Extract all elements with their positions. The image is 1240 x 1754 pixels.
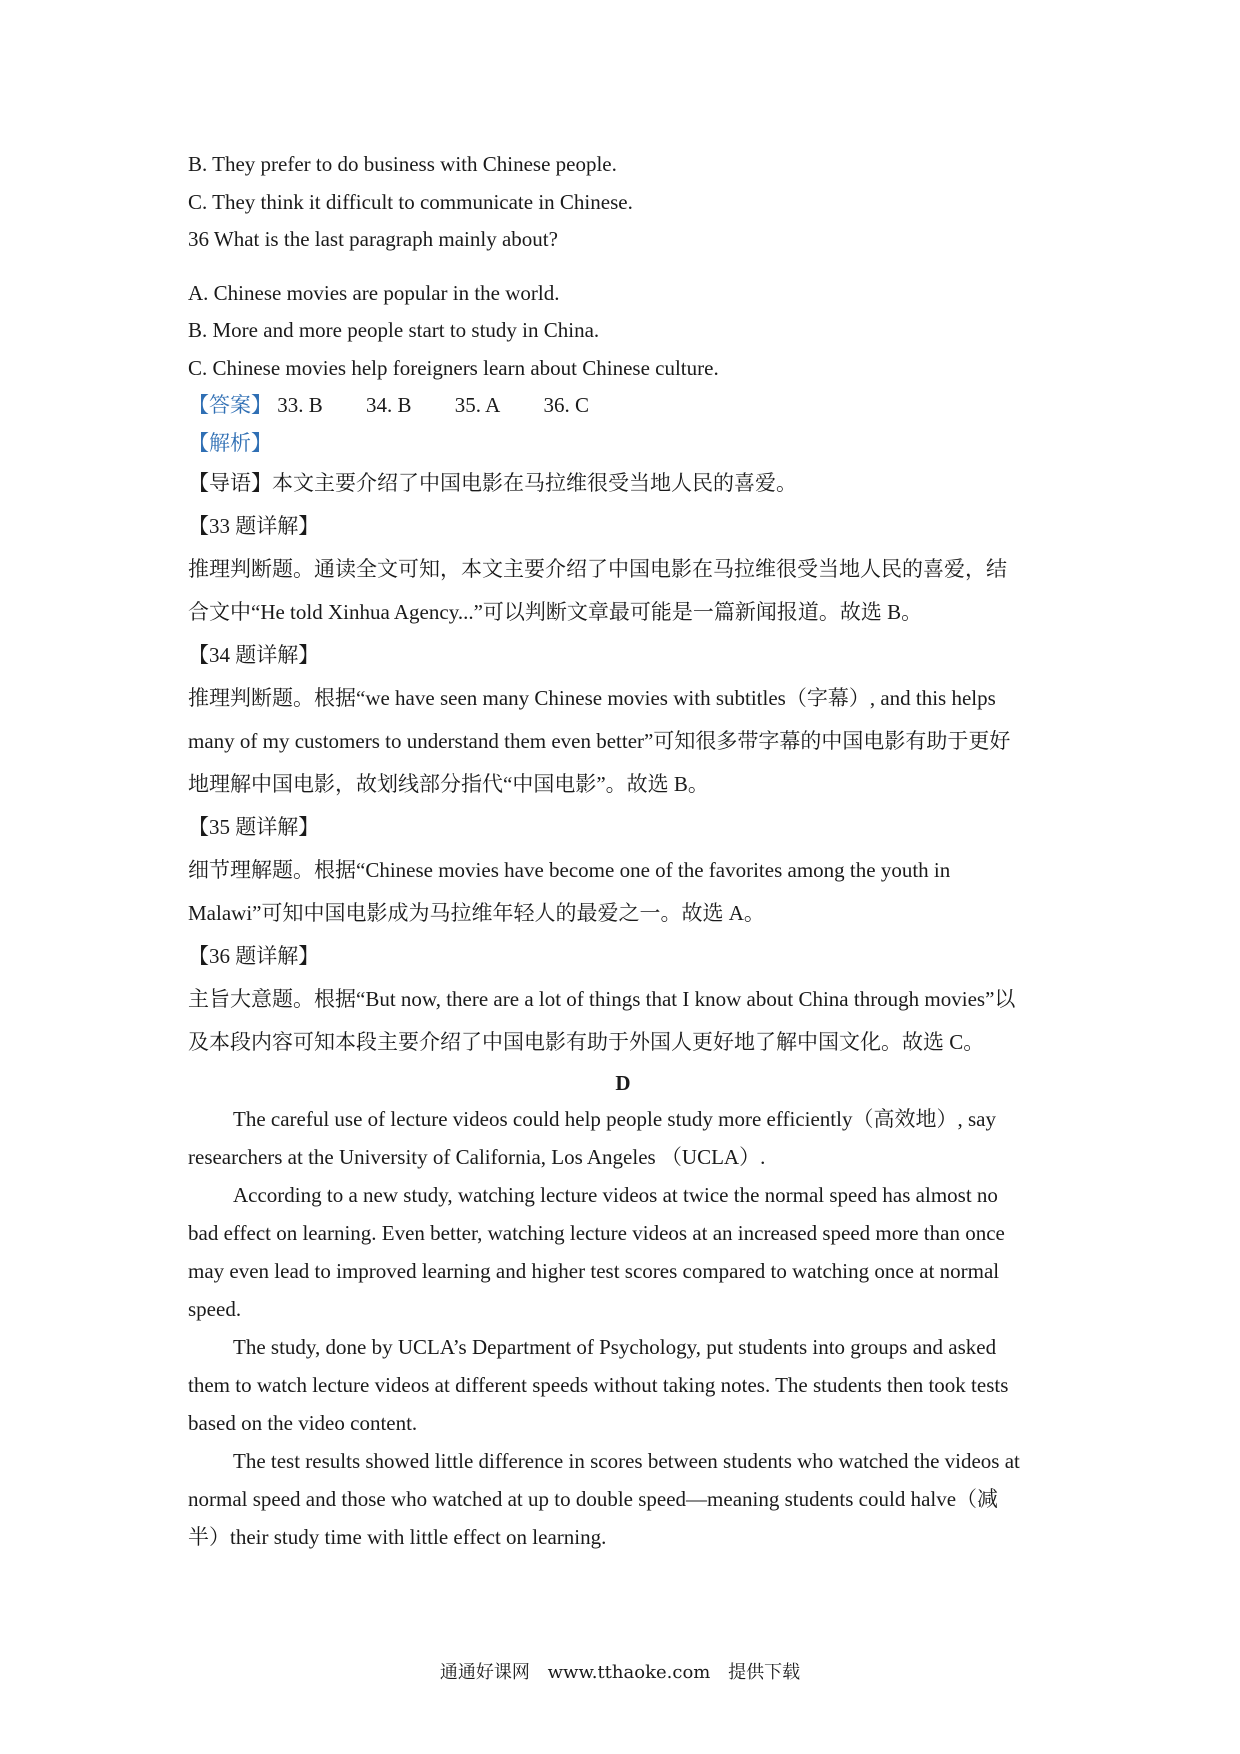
option-c-35: C. They think it difficult to communicate in Chinese. xyxy=(188,189,633,214)
option-b-35: B. They prefer to do business with Chinese people. xyxy=(188,152,617,176)
explanation-line: 细节理解题。根据“Chinese movies have become one of the favorites among the youth in xyxy=(188,858,951,882)
explanation-line: 推理判断题。根据“we have seen many Chinese movies with subtitles（字幕）, and this helps xyxy=(188,686,996,710)
question-36-option-c: C. Chinese movies help foreigners learn about Chinese culture. xyxy=(188,355,719,380)
passage-d-heading: D xyxy=(615,1071,631,1095)
analysis-tag: 【解析】 xyxy=(188,430,272,455)
footer-url[interactable]: www.tthaoke.com xyxy=(547,1662,711,1683)
question-36-option-a: A. Chinese movies are popular in the world. xyxy=(188,280,560,305)
passage-line: them to watch lecture videos at different speeds without taking notes. The students then took tests xyxy=(188,1373,1009,1397)
explanation-heading: 【35 题详解】 xyxy=(188,815,320,839)
passage-line: based on the video content. xyxy=(188,1411,418,1435)
explanation-line: 推理判断题。通读全文可知，本文主要介绍了中国电影在马拉维很受当地人民的喜爱，结 xyxy=(188,557,1007,581)
explanation-35 xyxy=(188,806,1058,935)
intro-line: 【导语】本文主要介绍了中国电影在马拉维很受当地人民的喜爱。 xyxy=(188,471,797,495)
answer-item: 35. A xyxy=(454,393,501,417)
answer-item: 33. B xyxy=(277,393,323,417)
passage-line: researchers at the University of California, Los Angeles （UCLA）. xyxy=(188,1145,766,1169)
explanation-line: 及本段内容可知本段主要介绍了中国电影有助于外国人更好地了解中国文化。故选 C。 xyxy=(188,1030,985,1054)
answer-line xyxy=(188,387,1058,425)
passage-line: According to a new study, watching lecture videos at twice the normal speed has almost no xyxy=(233,1183,998,1207)
passage-line: The careful use of lecture videos could help people study more efficiently（高效地）, say xyxy=(233,1107,996,1131)
passage-paragraph xyxy=(188,1328,1058,1442)
answer-item: 34. B xyxy=(366,393,412,417)
explanation-line: 合文中“He told Xinhua Agency...”可以判断文章最可能是一篇新闻报道。故选 B。 xyxy=(188,600,923,624)
question-36-option-b: B. More and more people start to study in China. xyxy=(188,318,600,342)
explanation-heading: 【34 题详解】 xyxy=(188,643,320,667)
explanation-line: many of my customers to understand them even better”可知很多带字幕的中国电影有助于更好 xyxy=(188,729,1011,753)
passage-paragraph xyxy=(188,1442,1058,1556)
explanation-line: 地理解中国电影，故划线部分指代“中国电影”。故选 B。 xyxy=(188,772,709,796)
footer-site-name: 通通好课网 xyxy=(439,1662,530,1683)
answer-tag: 【答案】 xyxy=(188,393,272,417)
passage-line: 半）their study time with little effect on learning. xyxy=(188,1525,607,1549)
passage-line: normal speed and those who watched at up to double speed—meaning students could halve（减 xyxy=(188,1487,999,1511)
answer-item: 36. C xyxy=(543,393,590,417)
explanation-line: 主旨大意题。根据“But now, there are a lot of things that I know about China through movies”以 xyxy=(188,987,1016,1011)
explanation-heading: 【33 题详解】 xyxy=(188,514,320,538)
passage-paragraph xyxy=(188,1176,1058,1328)
question-36-stem: 36 What is the last paragraph mainly about? xyxy=(188,227,558,251)
passage-line: speed. xyxy=(188,1297,242,1321)
explanation-heading: 【36 题详解】 xyxy=(188,944,320,968)
passage-line: may even lead to improved learning and higher test scores compared to watching once at normal xyxy=(188,1259,1000,1283)
page-footer xyxy=(0,1658,1240,1684)
explanation-line: Malawi”可知中国电影成为马拉维年轻人的最爱之一。故选 A。 xyxy=(188,901,765,925)
passage-line: bad effect on learning. Even better, watching lecture videos at an increased speed more than once xyxy=(188,1221,1005,1245)
explanation-34 xyxy=(188,634,1058,806)
explanation-33 xyxy=(188,505,1058,634)
passage-paragraph xyxy=(188,1100,1058,1176)
document-body xyxy=(188,146,1058,1556)
passage-line: The test results showed little difference in scores between students who watched the videos at xyxy=(233,1449,1020,1473)
passage-line: The study, done by UCLA’s Department of Psychology, put students into groups and asked xyxy=(233,1335,997,1359)
footer-suffix: 提供下载 xyxy=(728,1662,801,1683)
explanation-36 xyxy=(188,935,1058,1064)
